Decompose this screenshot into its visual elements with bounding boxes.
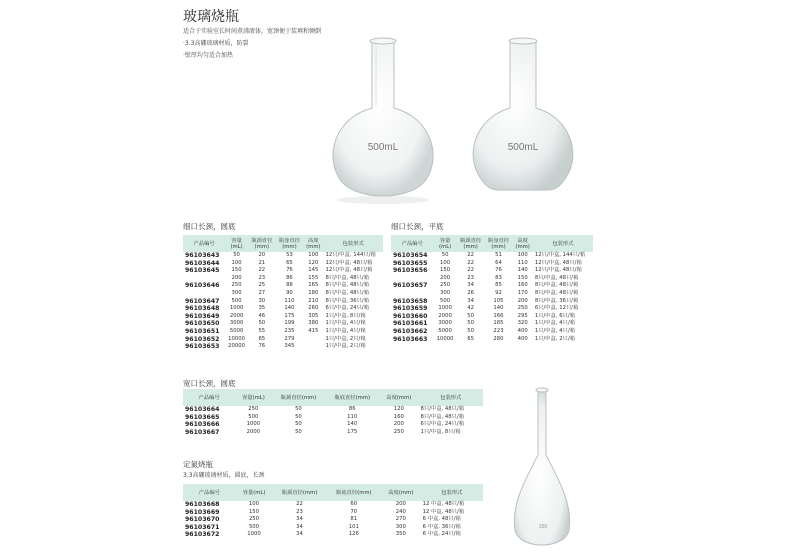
table-cell: 100 [231,259,242,266]
table-cell: 2000 [438,312,452,319]
spec-table-kjeldahl-flask [183,484,483,539]
table-row [183,328,383,336]
column-header: 包装形式 [323,235,383,252]
column-header: 产品编号 [183,484,236,501]
table-cell: 1只/中盒, 2只/箱 [325,335,366,342]
table-cell: 50 [295,421,302,428]
table-cell: 5000 [229,327,244,334]
table-cell: 22 [296,501,303,507]
table-row [391,328,593,336]
table-cell: 53 [286,252,293,258]
intro-line-2: ·3.3高硼玻璃材质，防裂 [183,40,249,47]
table-cell: 20 [258,252,266,258]
table-cell: 140 [493,305,504,312]
table-cell: 1000 [247,531,261,538]
intro-text [183,26,321,62]
intro-line-3: ·壁厚均匀适合加热 [183,52,233,59]
table-cell: 85 [495,282,502,289]
table-cell: 100 [517,252,528,258]
table-cell: 51 [495,252,502,258]
product-code-cell: 96103657 [393,282,428,290]
table-cell: 2000 [246,428,261,435]
table-cell: 3000 [229,320,244,327]
table-cell: 145 [308,267,319,274]
table-cell: 1只/中盒, 6只/箱 [534,312,576,319]
table-cell: 270 [395,516,406,523]
table-row [183,320,383,328]
column-header: 包装形式 [533,235,593,252]
product-code-cell: 96103651 [185,327,220,335]
table-cell: 6只/中盒, 24只/箱 [420,421,465,428]
product-code-cell: 96103665 [185,413,220,421]
table-cell: 350 [395,531,406,538]
table-cell: 8只/中盒, 36只/箱 [325,297,370,304]
table-cell: 1000 [229,305,244,312]
column-header: 瓶颈直径(mm) [272,389,326,406]
table-row [183,282,383,290]
table-cell: 92 [495,289,502,296]
table-cell: 8只/中盒, 48只/箱 [325,282,370,289]
table-cell: 279 [284,335,295,342]
table-cell: 8只/中盒, 48只/箱 [325,274,370,281]
table-cell: 12 中盒, 48只/箱 [422,501,465,507]
column-header: 瓶颈直径 (mm) [248,235,276,252]
table-row [391,282,593,290]
table-cell: 50 [467,312,474,319]
table-cell: 240 [395,508,406,515]
table-cell [303,343,323,351]
table-cell: 500 [248,413,259,420]
table-cell: 50 [295,428,302,435]
table-cell: 34 [467,282,474,289]
product-code-cell: 96103662 [393,327,428,335]
table-cell: 1只/中盒, 8只/箱 [325,312,366,319]
product-code-cell: 96103669 [185,508,220,516]
product-code-cell: 96103645 [185,267,220,275]
table-cell: 23 [467,274,474,281]
table-cell: 165 [308,282,319,289]
table-row [183,406,483,414]
table-row [183,305,383,313]
table-cell: 105 [493,297,504,304]
product-code-cell [183,290,225,298]
table-cell: 120 [308,259,319,266]
product-code-cell: 96103646 [185,282,220,290]
table-cell: 46 [258,312,266,319]
column-header: 高度(mm) [379,389,418,406]
column-header: 瓶颈直径 (mm) [457,235,485,252]
spec-table-narrow-neck-flat-bottom [391,235,593,343]
table-cell: 1只/中盒, 2只/箱 [325,343,366,350]
table-cell: 250 [248,406,259,412]
section-title-wide-neck-round-bottom: 宽口长颈，圆底 [183,379,236,388]
table-cell: 166 [493,312,504,319]
table-cell: 60 [350,501,358,507]
table-cell: 101 [348,523,359,530]
table-cell: 34 [296,516,303,523]
table-cell: 12 中盒, 48只/箱 [422,508,465,515]
table-cell: 250 [248,516,260,523]
page-title: 玻璃烧瓶 [183,9,239,25]
table-cell: 50 [258,320,266,327]
product-code-cell: 96103650 [185,320,220,328]
table-cell: 12只/中盒, 48只/箱 [534,259,582,266]
table-cell: 1000 [438,305,452,312]
table-cell: 6 中盒, 24只/箱 [422,531,461,538]
table-cell: 1000 [246,421,261,428]
table-cell: 140 [284,305,295,312]
table-cell: 140 [347,421,358,428]
column-header: 容量 (mL) [225,235,248,252]
table-cell: 1只/中盒, 8只/箱 [420,428,461,435]
table-cell: 23 [296,508,303,515]
table-cell: 200 [440,274,451,281]
table-cell: 110 [517,259,528,266]
table-cell: 1只/中盒, 4只/箱 [534,320,576,327]
table-cell: 55 [258,327,266,334]
table-cell: 10000 [228,335,245,342]
table-cell: 35 [258,305,266,312]
column-header: 包装形式 [421,484,483,501]
table-row [183,343,383,351]
table-cell: 170 [517,289,528,296]
product-code-cell: 96103664 [185,406,220,413]
product-code-cell: 96103648 [185,305,220,313]
table-cell: 30 [258,297,266,304]
table-row [183,421,483,429]
column-header: 产品编号 [183,235,225,252]
table-cell: 6只/中盒, 12只/箱 [534,305,579,312]
table-cell: 400 [517,327,528,334]
table-row [183,336,383,344]
table-cell: 199 [284,320,295,327]
table-cell: 20000 [228,343,245,350]
table-cell: 76 [258,343,266,350]
spec-table-wide-neck-round-bottom [183,389,483,436]
table-cell: 1只/中盒, 4只/箱 [325,327,366,334]
product-code-cell: 96103661 [393,320,428,328]
flask-volume-label: 500mL [367,142,399,153]
table-cell: 22 [467,267,474,274]
table-cell: 86 [286,274,293,281]
product-code-cell: 96103658 [393,297,428,305]
table-row [391,267,593,275]
product-code-cell: 96103653 [185,343,220,351]
product-code-cell [391,290,434,298]
product-code-cell: 96103672 [185,531,220,539]
product-code-cell: 96103663 [393,335,428,343]
table-cell: 50 [467,327,474,334]
table-cell: 100 [308,252,319,258]
table-cell: 34 [467,297,474,304]
table-cell: 1只/中盒, 2只/箱 [534,335,576,342]
table-cell: 300 [231,289,242,296]
section-title-narrow-neck-round-bottom: 细口长颈，圆底 [183,222,236,231]
column-header: 瓶身直径 (mm) [485,235,513,252]
table-cell: 110 [284,297,295,304]
product-code-cell: 96103668 [185,501,220,508]
product-code-cell: 96103671 [185,523,220,531]
table-cell: 76 [495,267,502,274]
table-cell: 223 [493,327,504,334]
table-cell: 345 [284,343,295,350]
table-cell: 150 [440,267,451,274]
table-cell: 8只/中盒, 48只/箱 [534,289,579,296]
product-code-cell: 96103647 [185,297,220,305]
table-cell: 25 [258,282,266,289]
table-cell: 12只/中盒, 48只/箱 [534,267,582,274]
table-cell: 5000 [438,327,452,334]
table-cell: 175 [284,312,295,319]
table-cell: 6 中盒, 48只/箱 [422,516,461,523]
table-cell: 175 [347,428,358,435]
product-code-cell: 96103666 [185,421,220,429]
table-cell: 1只/中盒, 4只/箱 [534,327,576,334]
table-row [183,267,383,275]
table-cell: 260 [308,305,319,312]
table-cell: 8只/中盒, 48只/箱 [534,282,579,289]
table-cell: 250 [231,282,242,289]
column-header: 产品编号 [391,235,434,252]
table-row [183,501,483,509]
product-code-cell: 96103659 [393,305,428,313]
product-code-cell [391,275,434,283]
table-cell: 64 [495,259,502,266]
table-cell: 150 [231,267,242,274]
table-row [391,305,593,313]
table-cell: 500 [248,523,260,530]
column-header: 瓶颈直径(mm) [272,484,326,501]
table-cell: 400 [517,335,528,342]
table-cell: 50 [295,406,302,412]
product-code-cell: 96103655 [393,259,428,267]
table-cell: 500 [231,297,242,304]
table-cell: 42 [467,305,474,312]
product-code-cell: 96103660 [393,312,428,320]
table-cell: 27 [258,289,266,296]
table-cell: 2000 [229,312,244,319]
product-code-cell: 96103652 [185,335,220,343]
table-cell: 50 [233,252,240,258]
table-cell: 8只/中盒, 48只/箱 [534,274,579,281]
table-cell: 185 [493,320,504,327]
table-cell: 65 [286,259,293,266]
table-cell: 110 [347,413,358,420]
table-cell: 12只/中盒, 144只/箱 [534,252,586,258]
table-cell: 70 [350,508,358,515]
section-title-kjeldahl-flask: 定氮烧瓶 [183,460,213,469]
column-header: 高度 (mm) [303,235,323,252]
table-cell: 8只/中盒, 48只/箱 [325,289,370,296]
table-cell: 250 [517,305,528,312]
table-cell: 90 [286,289,293,296]
table-cell: 200 [395,501,406,507]
table-cell: 8只/中盒, 36只/箱 [534,297,579,304]
flat-bottom-flask-image [458,32,583,202]
product-code-cell: 96103656 [393,267,428,275]
table-cell: 12只/中盒, 48只/箱 [325,259,373,266]
product-code-cell: 96103667 [185,428,220,436]
table-cell: 235 [284,327,295,334]
table-cell: 81 [350,516,358,523]
table-row [183,252,383,260]
table-cell: 305 [308,312,319,319]
table-cell: 380 [308,320,319,327]
table-cell: 86 [348,406,356,412]
table-cell: 250 [393,428,404,435]
table-cell: 415 [308,327,319,334]
table-cell: 12只/中盒, 48只/箱 [325,267,373,274]
table-cell: 34 [296,523,303,530]
table-cell: 160 [517,282,528,289]
table-cell: 150 [248,508,260,515]
flask-volume-label: 250 [538,524,548,530]
table-cell: 65 [258,335,266,342]
column-header: 容量(mL) [236,484,273,501]
table-cell: 76 [286,267,293,274]
table-cell: 126 [348,531,359,538]
column-header: 瓶身直径 (mm) [276,235,304,252]
table-cell: 300 [395,523,406,530]
table-cell: 26 [467,289,474,296]
table-cell: 6只/中盒, 24只/箱 [325,305,370,312]
table-row [391,252,593,260]
table-cell: 200 [231,274,242,281]
table-cell: 50 [441,252,449,258]
table-cell: 22 [258,267,266,274]
table-cell: 300 [440,289,451,296]
table-cell: 140 [517,267,528,274]
kjeldahl-flask-image [505,385,580,557]
table-cell: 250 [440,282,451,289]
table-cell: 10000 [436,335,454,342]
spec-table-narrow-neck-round-bottom [183,235,383,351]
product-code-cell: 96103643 [185,252,220,259]
table-cell: 8只/中盒, 48只/箱 [420,413,465,420]
table-row [183,531,483,539]
table-cell: 8只/中盒, 48只/箱 [420,406,465,412]
table-cell: 295 [517,312,528,319]
product-code-cell: 96103649 [185,312,220,320]
table-row [391,336,593,344]
table-cell: 120 [393,406,404,412]
table-cell: 210 [308,297,319,304]
table-cell: 34 [296,531,303,538]
column-header: 产品编号 [183,389,235,406]
table-cell [303,336,323,344]
product-code-cell: 96103654 [393,252,428,259]
table-row [391,320,593,328]
table-cell: 180 [308,289,319,296]
table-cell: 280 [493,335,504,342]
table-cell: 6 中盒, 36只/箱 [422,523,461,530]
table-cell: 83 [495,274,502,281]
product-code-cell [183,275,225,283]
round-bottom-flask-image [315,30,440,205]
table-cell: 200 [517,297,528,304]
column-header: 容量 (mL) [434,235,457,252]
table-cell: 320 [517,320,528,327]
table-cell: 22 [467,259,474,266]
flask-volume-label: 500mL [507,142,539,153]
column-header: 瓶底直径(mm) [325,389,379,406]
table-cell: 21 [258,259,266,266]
table-cell: 12只/中盒, 144只/箱 [325,252,376,258]
table-row [183,290,383,298]
section-title-narrow-neck-flat-bottom: 细口长颈，平底 [391,222,444,231]
table-cell: 3000 [438,320,452,327]
column-header: 高度(mm) [381,484,421,501]
table-cell: 88 [286,282,293,289]
table-cell: 65 [467,335,474,342]
table-cell: 22 [467,252,474,258]
table-cell: 200 [393,421,404,428]
table-cell: 50 [467,320,474,327]
section-subtitle-kjeldahl-flask: 3.3高硼玻璃材质，圆底，长颈 [183,472,265,479]
table-cell: 1只/中盒, 4只/箱 [325,320,366,327]
column-header: 包装形式 [418,389,483,406]
table-row [391,290,593,298]
table-cell: 100 [440,259,451,266]
table-cell: 50 [295,413,302,420]
column-header: 高度 (mm) [512,235,532,252]
product-code-cell: 96103670 [185,516,220,524]
intro-line-1: 适合于实验室长时间煮沸液体，宽颈便于装填和倾倒 [183,28,322,35]
table-cell: 150 [517,274,528,281]
column-header: 瓶底直径(mm) [327,484,381,501]
table-row [183,429,483,437]
table-cell: 23 [258,274,266,281]
table-row [183,516,483,524]
table-cell: 100 [248,501,260,507]
product-code-cell: 96103644 [185,259,220,267]
table-cell: 500 [440,297,451,304]
column-header: 容量(mL) [235,389,271,406]
table-cell: 155 [308,274,319,281]
table-cell: 160 [393,413,404,420]
